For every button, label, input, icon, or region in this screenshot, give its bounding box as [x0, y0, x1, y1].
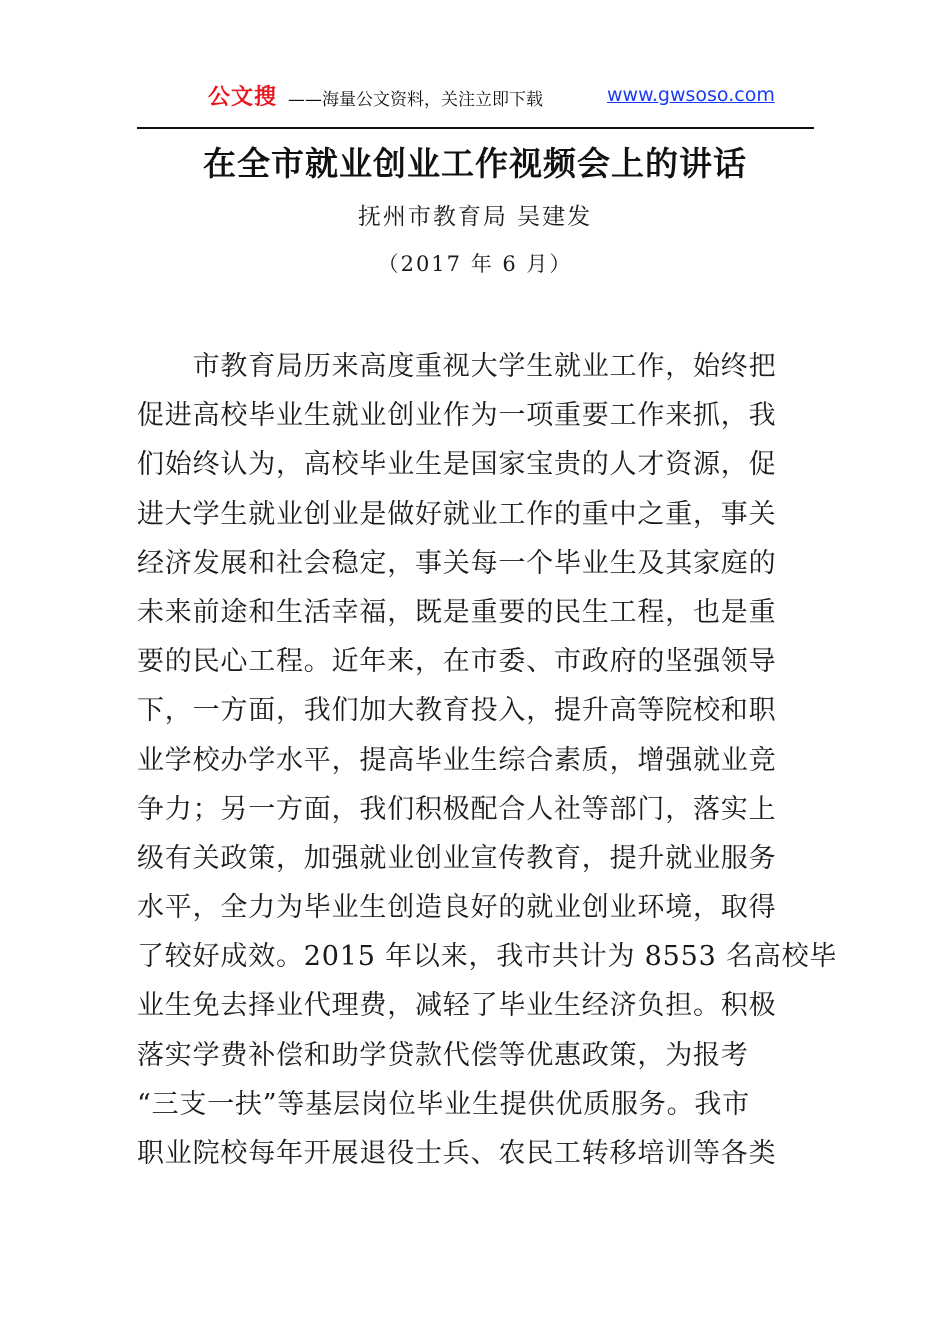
body-line: 进大学生就业创业是做好就业工作的重中之重，事关	[137, 498, 777, 530]
header-divider	[137, 127, 814, 129]
body-line: 落实学费补偿和助学贷款代偿等优惠政策，为报考	[137, 1039, 749, 1071]
body-line: 要的民心工程。近年来，在市委、市政府的坚强领导	[137, 646, 777, 678]
document-date: （2017 年 6 月）	[377, 252, 573, 276]
body-line: “三支一扶”等基层岗位毕业生提供优质服务。我市	[137, 1088, 751, 1120]
body-line: 未来前途和生活幸福，既是重要的民生工程，也是重	[137, 596, 777, 628]
body-line: 争力；另一方面，我们积极配合人社等部门，落实上	[137, 793, 777, 825]
brand-logo-text: 公文搜	[208, 85, 278, 110]
body-line: 下，一方面，我们加大教育投入，提升高等院校和职	[137, 695, 777, 727]
body-line: 业学校办学水平，提高毕业生综合素质，增强就业竞	[137, 744, 777, 776]
body-line: 业生免去择业代理费，减轻了毕业生经济负担。积极	[137, 990, 777, 1022]
body-line: 了较好成效。2015 年以来，我市共计为 8553 名高校毕	[137, 941, 838, 973]
document-author: 抚州市教育局 吴建发	[357, 204, 593, 230]
body-line: 们始终认为，高校毕业生是国家宝贵的人才资源，促	[137, 449, 777, 481]
body-line: 经济发展和社会稳定，事关每一个毕业生及其家庭的	[137, 547, 777, 579]
body-line: 级有关政策，加强就业创业宣传教育，提升就业服务	[137, 842, 777, 874]
site-link[interactable]: www.gwsoso.com	[607, 84, 775, 106]
document-body	[137, 342, 838, 1178]
body-line: 促进高校毕业生就业创业作为一项重要工作来抓，我	[137, 400, 777, 432]
body-line: 职业院校每年开展退役士兵、农民工转移培训等各类	[137, 1138, 777, 1169]
body-line: 市教育局历来高度重视大学生就业工作，始终把	[137, 351, 777, 382]
page-header	[0, 78, 950, 114]
document-title: 在全市就业创业工作视频会上的讲话	[203, 144, 747, 183]
body-line: 水平，全力为毕业生创造良好的就业创业环境，取得	[137, 892, 777, 924]
header-tagline: ——海量公文资料，关注立即下载	[288, 90, 543, 110]
